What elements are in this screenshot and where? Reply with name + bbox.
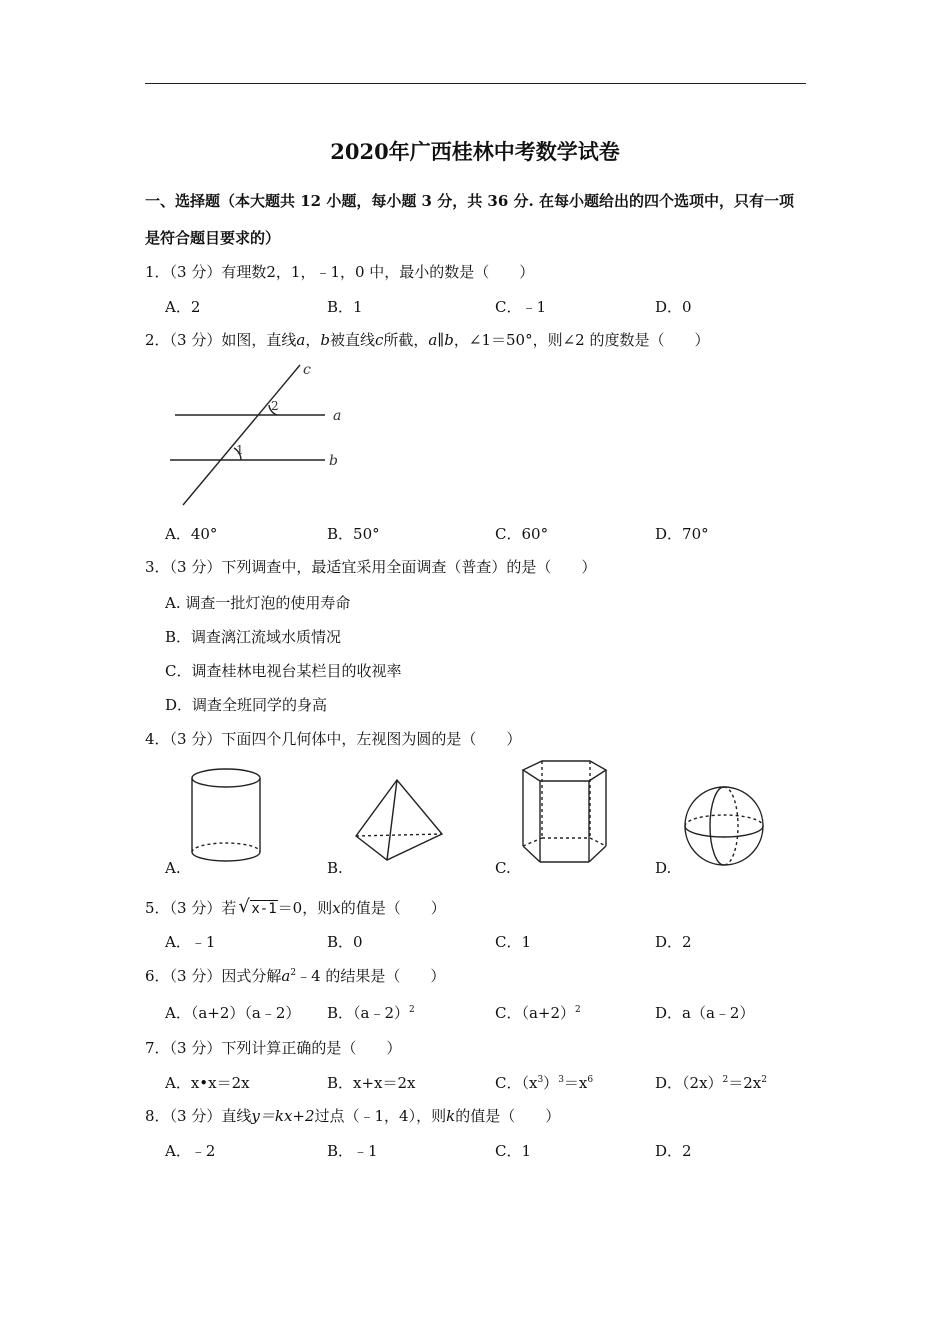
label-b: b — [329, 453, 338, 469]
q6-option-b — [327, 1002, 415, 1023]
q7-c-e2: 3 — [558, 1075, 564, 1085]
q7-option-d — [655, 1072, 767, 1093]
q1-stem: 有理数2，1，﹣1，0 中，最小的数是（ ） — [221, 263, 535, 281]
q3-points: （3 分） — [169, 558, 222, 576]
q2-var-c: c — [374, 331, 384, 349]
q5-option-d: D．2 — [655, 933, 692, 951]
q6-number: 6． — [145, 967, 170, 985]
line-c — [183, 365, 300, 505]
question-7 — [145, 1037, 401, 1058]
q8-pre: 直线 — [221, 1107, 252, 1125]
q8-post2: 的值是（ ） — [455, 1107, 561, 1125]
q5-option-a: A．﹣1 — [165, 933, 216, 951]
header-rule — [145, 83, 806, 84]
q7-option-b: B．x+x＝2x — [327, 1074, 416, 1092]
question-8 — [145, 1105, 560, 1126]
q4-figure-cylinder — [190, 768, 265, 868]
question-6 — [145, 965, 445, 986]
q7-c-post: ＝x — [563, 1074, 588, 1092]
q1-option-b: B．1 — [327, 298, 363, 316]
q6-option-c-text: C．（a+2） — [495, 1004, 576, 1022]
question-3 — [145, 556, 596, 577]
q4-option-d: D. — [655, 859, 672, 877]
q5-pre: 若 — [221, 899, 237, 917]
q8-option-b: B．﹣1 — [327, 1142, 378, 1160]
q6-var-a: a — [281, 967, 291, 985]
q5-option-b: B．0 — [327, 933, 363, 951]
q3-option-d: D．调查全班同学的身高 — [165, 696, 328, 714]
q6-pre: 因式分解 — [221, 967, 282, 985]
q4-option-b: B. — [327, 859, 343, 877]
q1-option-c: C．﹣1 — [495, 298, 547, 316]
q7-c-mid: ） — [543, 1074, 559, 1092]
q8-option-a: A．﹣2 — [165, 1142, 216, 1160]
label-angle-1: 1 — [236, 443, 244, 457]
q7-d-post: ＝2x — [728, 1074, 762, 1092]
q2-var-b: b — [320, 331, 330, 349]
q3-stem: 下列调查中，最适宜采用全面调查（普查）的是（ ） — [221, 558, 597, 576]
q2-points: （3 分） — [169, 331, 222, 349]
question-2 — [145, 329, 709, 350]
q5-post: ＝0，则 — [277, 899, 333, 917]
q6-points: （3 分） — [169, 967, 222, 985]
q6-option-b-text: B．（a﹣2） — [327, 1004, 410, 1022]
label-angle-2: 2 — [271, 399, 279, 413]
q5-radicand: x-1 — [251, 901, 277, 917]
q5-sqrt — [238, 896, 277, 917]
q2-stem-b: 被直线 — [329, 331, 375, 349]
q8-option-d: D．2 — [655, 1142, 692, 1160]
q8-number: 8． — [145, 1107, 170, 1125]
q2-comma: ， — [305, 331, 321, 349]
q8-post: 过点（﹣1，4），则 — [314, 1107, 447, 1125]
q2-stem-c: 所截， — [383, 331, 429, 349]
q2-number: 2． — [145, 331, 170, 349]
q5-option-c: C．1 — [495, 933, 532, 951]
q2-option-d: D．70° — [655, 525, 709, 543]
section-heading-line1: 一、选择题（本大题共 12 小题，每小题 3 分，共 36 分. 在每小题给出的四个选项中，只有一项 — [145, 192, 794, 210]
q6-option-b-exp: 2 — [409, 1005, 415, 1015]
q3-option-b: B．调查漓江流域水质情况 — [165, 628, 342, 646]
q6-option-c-exp: 2 — [575, 1005, 581, 1015]
label-c: c — [303, 362, 311, 378]
q7-c-e3: 6 — [587, 1075, 594, 1085]
q1-option-d: D．0 — [655, 298, 692, 316]
q3-option-c: C．调查桂林电视台某栏目的收视率 — [165, 662, 402, 680]
q2-option-a: A．40° — [165, 525, 218, 543]
question-4 — [145, 728, 521, 749]
q1-points: （3 分） — [169, 263, 222, 281]
question-1 — [145, 261, 534, 282]
q2-stem-a: 如图，直线 — [221, 331, 297, 349]
q4-figure-hexagonal-prism — [520, 758, 615, 866]
q3-number: 3． — [145, 558, 170, 576]
q2-option-c: C．60° — [495, 525, 549, 543]
q4-option-a: A. — [165, 859, 181, 877]
q5-number: 5． — [145, 899, 170, 917]
q6-option-a: A．（a+2）（a﹣2） — [165, 1004, 301, 1022]
q7-stem: 下列计算正确的是（ ） — [221, 1039, 402, 1057]
page-title: 2020年广西桂林中考数学试卷 — [330, 139, 620, 164]
q2-option-b: B．50° — [327, 525, 380, 543]
q4-points: （3 分） — [169, 730, 222, 748]
q4-figure-sphere — [683, 785, 767, 869]
question-5 — [145, 897, 446, 918]
q7-d-e1: 2 — [722, 1075, 729, 1085]
q7-d-pre: D．（2x） — [655, 1074, 723, 1092]
q4-number: 4． — [145, 730, 170, 748]
q7-points: （3 分） — [169, 1039, 222, 1057]
q6-option-d: D．a（a﹣2） — [655, 1004, 755, 1022]
q4-option-c: C. — [495, 859, 511, 877]
q5-var-x: x — [332, 899, 341, 917]
q4-figure-pyramid — [354, 778, 449, 868]
q2-parallel: a∥b — [428, 331, 454, 349]
q6-post: ﹣4 的结果是（ ） — [296, 967, 446, 985]
q6-exponent: 2 — [290, 968, 297, 978]
q7-d-e2: 2 — [761, 1075, 768, 1085]
q2-figure-parallel-lines — [165, 360, 365, 510]
q5-post2: 的值是（ ） — [340, 899, 446, 917]
q3-option-a: A. 调查一批灯泡的使用寿命 — [165, 594, 351, 612]
q8-points: （3 分） — [169, 1107, 222, 1125]
label-a: a — [333, 408, 342, 424]
q8-option-c: C．1 — [495, 1142, 532, 1160]
q8-var-k: k — [446, 1107, 456, 1125]
q1-number: 1． — [145, 263, 170, 281]
q8-equation: y＝kx+2 — [251, 1107, 315, 1125]
radical-sign-icon: √ — [238, 896, 250, 917]
q2-var-a: a — [296, 331, 306, 349]
q7-c-pre: C．（x — [495, 1074, 538, 1092]
q7-option-c — [495, 1072, 593, 1093]
q7-number: 7． — [145, 1039, 170, 1057]
q4-stem: 下面四个几何体中，左视图为圆的是（ ） — [221, 730, 522, 748]
q6-option-c — [495, 1002, 581, 1023]
q1-option-a: A．2 — [165, 298, 201, 316]
q5-points: （3 分） — [169, 899, 222, 917]
q2-stem-d: ，∠1＝50°，则∠2 的度数是（ ） — [453, 331, 710, 349]
q7-c-e1: 3 — [537, 1075, 544, 1085]
section-heading-line2: 是符合题目要求的） — [145, 229, 281, 247]
q7-option-a: A．x•x＝2x — [165, 1074, 250, 1092]
